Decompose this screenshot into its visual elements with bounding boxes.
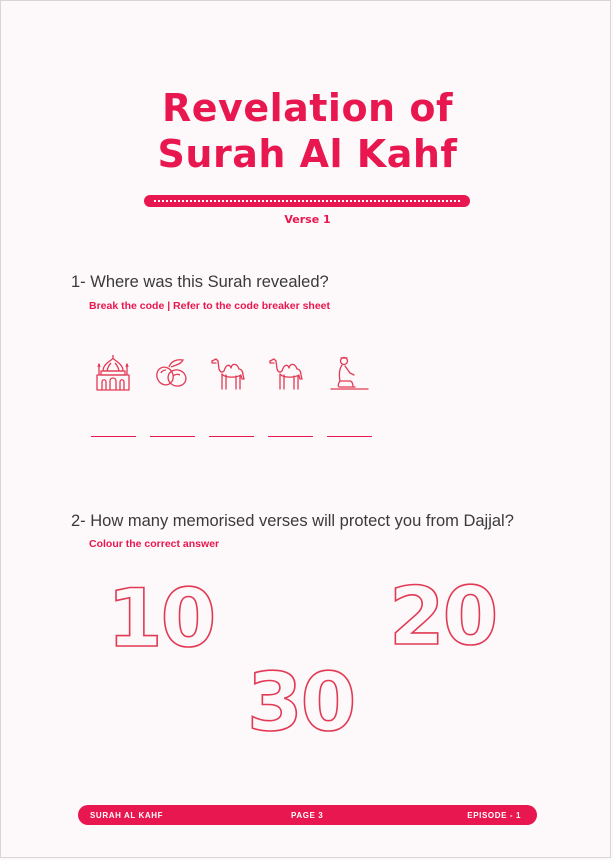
answer-blank[interactable] [327,436,372,437]
answer-option-10[interactable]: 10 [107,572,215,665]
title-divider [144,195,470,207]
praying-man-icon [328,351,370,393]
page-footer [78,805,537,825]
question-1: 1- Where was this Surah revealed? [71,273,329,291]
question-2: 2- How many memorised verses will protect you from Dajjal? [71,512,514,530]
dates-icon [151,351,193,393]
answer-option-20[interactable]: 20 [389,570,497,663]
page-title [1,85,613,177]
footer-episode: EPISODE - 1 [467,811,521,820]
answer-blank[interactable] [150,436,195,437]
footer-page-number: PAGE 3 [291,811,324,820]
answer-blank[interactable] [91,436,136,437]
camel-icon [210,351,252,393]
title-line-1: Revelation of [162,86,453,130]
footer-title: SURAH AL KAHF [90,811,164,820]
camel-icon [268,351,310,393]
verse-label: Verse 1 [284,213,331,226]
mosque-icon [92,351,134,393]
title-line-2: Surah Al Kahf [157,132,458,176]
question-1-hint: Break the code | Refer to the code breaker sheet [89,300,331,312]
answer-option-30[interactable]: 30 [247,656,355,749]
answer-blank[interactable] [209,436,254,437]
answer-blank[interactable] [268,436,313,437]
question-2-hint: Colour the correct answer [89,538,220,550]
